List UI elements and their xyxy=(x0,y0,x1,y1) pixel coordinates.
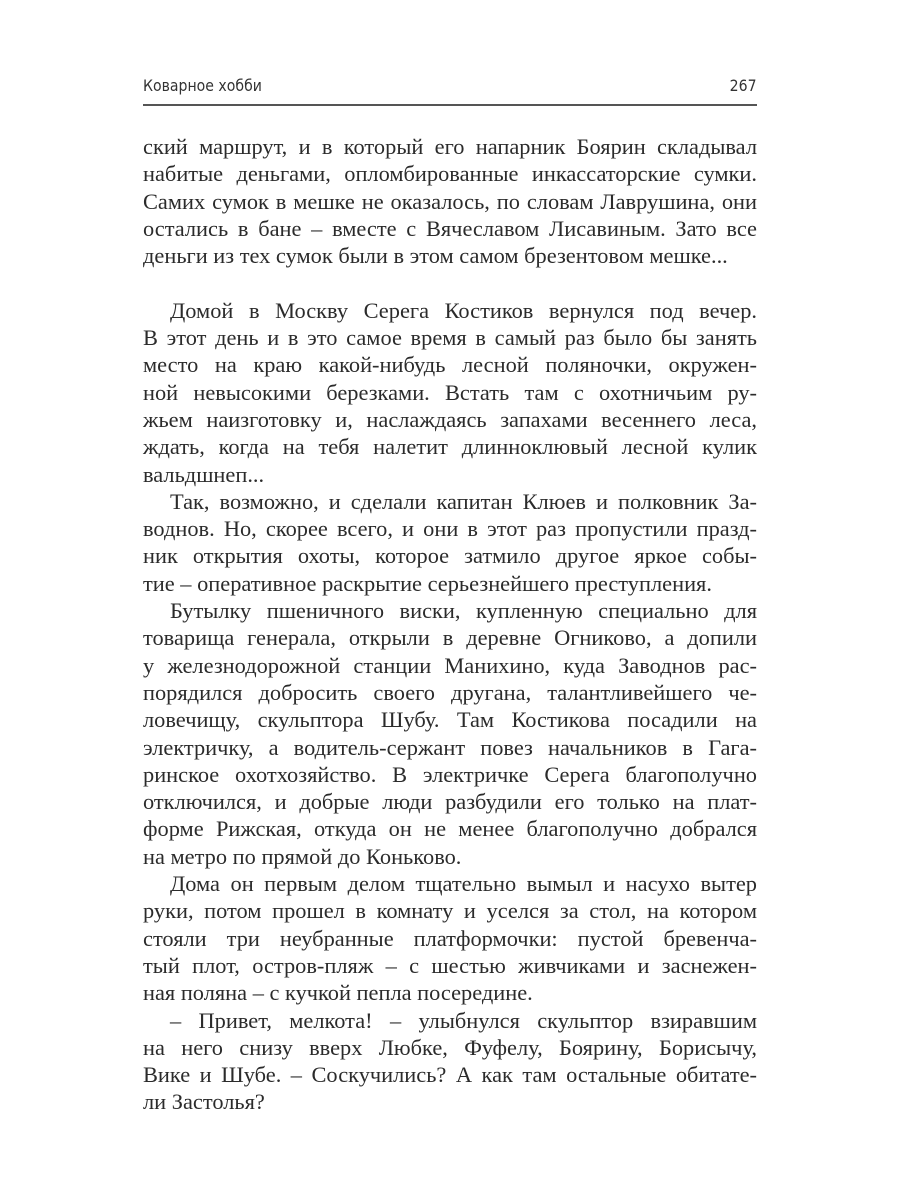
text-line: ная поляна – с кучкой пепла посередине. xyxy=(143,980,533,1006)
header-rule xyxy=(143,104,757,106)
running-head-title: Коварное хобби xyxy=(143,76,262,95)
paragraph xyxy=(143,1007,757,1116)
text-line: воднов. Но, скорее всего, и они в этот раз пропустили празд- xyxy=(143,516,757,542)
text-line: ский маршрут, и в который его напарник Боярин складывал xyxy=(143,134,757,159)
text-line: жьем наизготовку и, наслаждаясь запахами весеннего леса, xyxy=(143,406,757,432)
page-number: 267 xyxy=(730,76,757,95)
running-head xyxy=(143,76,757,100)
text-line: товарища генерала, открыли в деревне Огниково, а допили xyxy=(143,625,757,651)
text-line: ли Застолья? xyxy=(143,1089,265,1115)
text-line: тый плот, остров-пляж – с шестью живчиками и заснежен- xyxy=(143,952,757,978)
text-line: В этот день и в это самое время в самый раз было бы занять xyxy=(143,325,757,351)
text-line: вальдшнеп... xyxy=(143,461,265,487)
text-line: – Привет, мелкота! – улыбнулся скульптор взиравшим xyxy=(170,1007,757,1033)
text-line: тие – оперативное раскрытие серьезнейшего преступления. xyxy=(143,570,712,596)
text-line: Дома он первым делом тщательно вымыл и насухо вытер xyxy=(170,871,757,897)
text-line: Домой в Москву Серега Костиков вернулся под вечер. xyxy=(170,297,757,323)
text-line: Самих сумок в мешке не оказалось, по словам Лаврушина, они xyxy=(143,188,757,214)
text-line: ждать, когда на тебя налетит длинноклювый лесной кулик xyxy=(143,434,757,460)
text-line: Так, возможно, и сделали капитан Клюев и полковник За- xyxy=(170,488,757,514)
text-line: деньги из тех сумок были в этом самом брезентовом мешке... xyxy=(143,243,728,269)
text-line: руки, потом прошел в комнату и уселся за стол, на котором xyxy=(143,898,757,924)
text-line: ринское охотхозяйство. В электричке Серега благополучно xyxy=(143,761,757,787)
text-line: остались в бане – вместе с Вячеславом Лисавиным. Зато все xyxy=(143,215,757,241)
text-line: электричку, а водитель-сержант повез начальников в Гага- xyxy=(143,734,757,760)
text-line: набитые деньгами, опломбированные инкассаторские сумки. xyxy=(143,161,757,187)
text-line: на метро по прямой до Коньково. xyxy=(143,843,462,869)
paragraph xyxy=(143,870,757,1006)
paragraph xyxy=(143,488,757,597)
paragraph xyxy=(143,597,757,870)
text-line: Бутылку пшеничного виски, купленную специально для xyxy=(170,598,757,624)
paragraph xyxy=(143,133,757,269)
text-line: отключился, и добрые люди разбудили его только на плат- xyxy=(143,789,757,815)
paragraph xyxy=(143,297,757,488)
text-line: ник открытия охоты, которое затмило другое яркое собы- xyxy=(143,543,757,569)
text-line: порядился добросить своего другана, талантливейшего че- xyxy=(143,679,757,705)
text-line: на него снизу вверх Любке, Фуфелу, Боярину, Борисычу, xyxy=(143,1034,757,1060)
body-text xyxy=(143,133,757,1116)
text-line: ной невысокими березками. Встать там с охотничьим ру- xyxy=(143,379,757,405)
text-line: стояли три неубранные платформочки: пустой бревенча- xyxy=(143,925,757,951)
text-line: у железнодорожной станции Манихино, куда Заводнов рас- xyxy=(143,652,757,678)
text-line: Вике и Шубе. – Соскучились? А как там остальные обитате- xyxy=(143,1062,757,1088)
text-line: место на краю какой-нибудь лесной поляночки, окружен- xyxy=(143,352,757,378)
text-line: ловечищу, скульптора Шубу. Там Костикова посадили на xyxy=(143,707,757,733)
text-line: форме Рижская, откуда он не менее благополучно добрался xyxy=(143,816,757,842)
